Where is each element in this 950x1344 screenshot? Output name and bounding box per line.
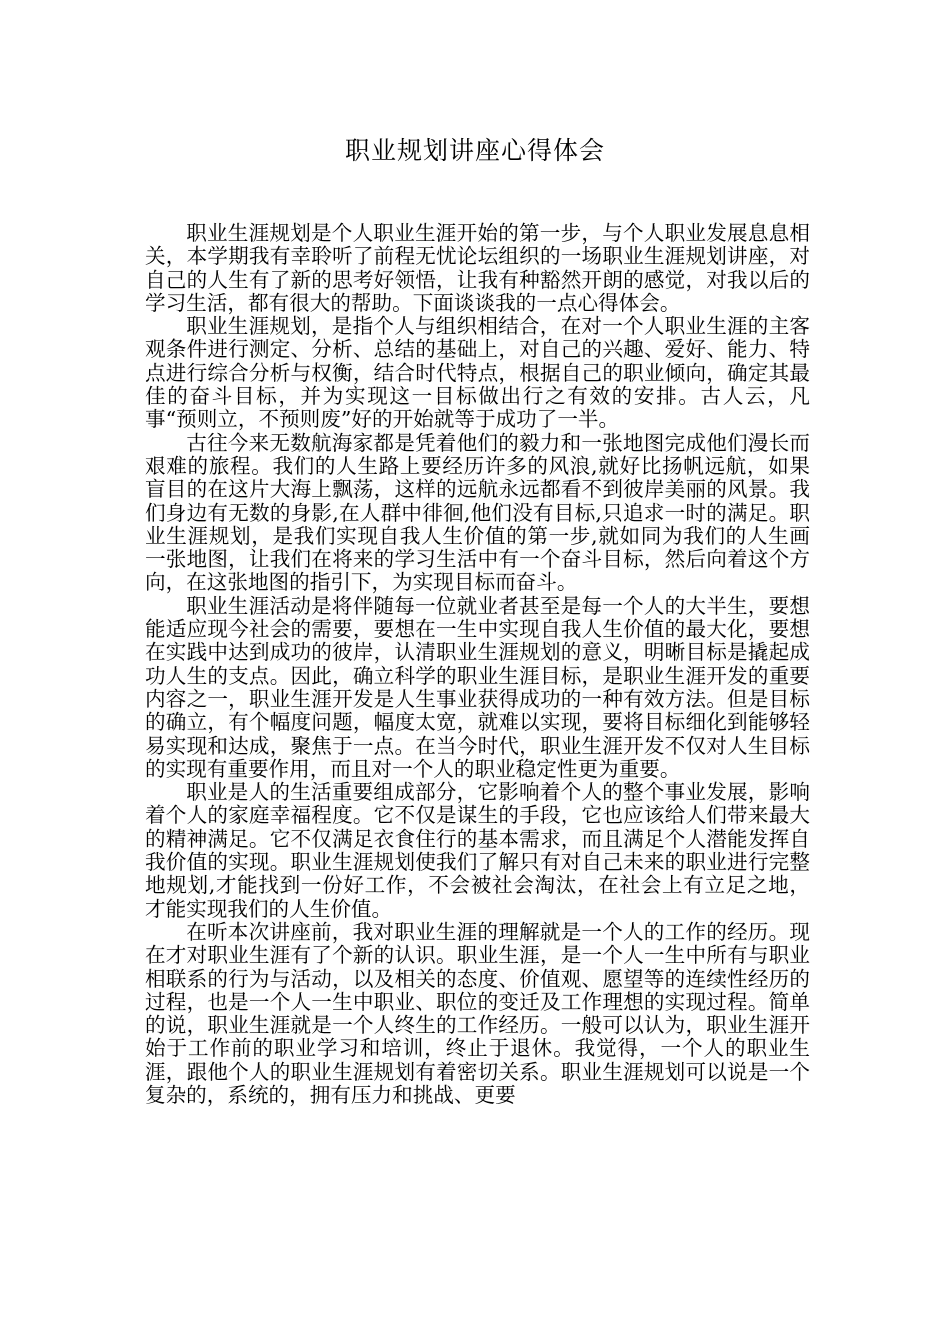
paragraph-3: 古往今来无数航海家都是凭着他们的毅力和一张地图完成他们漫长而艰难的旅程。我们的人生路上要经历许多的风浪,就好比扬帆远航，如果盲目的在这片大海上飘荡，这样的远航永远都看不到彼岸美丽的风景。我们身边有无数的身影,在人群中徘徊,他们没有目标,只追求一时的满足。职业生涯规划，是我们实现自我人生价值的第一步,就如同为我们的人生画一张地图，让我们在将来的学习生活中有一个奋斗目标，然后向着这个方向，在这张地图的指引下，为实现目标而奋斗。 — [145, 430, 810, 595]
paragraph-5: 职业是人的生活重要组成部分，它影响着个人的整个事业发展，影响着个人的家庭幸福程度。它不仅是谋生的手段，它也应该给人们带来最大的精神满足。它不仅满足衣食住行的基本需求，而且满足个人潜能发挥自我价值的实现。职业生涯规划使我们了解只有对自己未来的职业进行完整地规划,才能找到一份好工作，不会被社会淘汰，在社会上有立足之地，才能实现我们的人生价值。 — [145, 780, 810, 921]
paragraph-4: 职业生涯活动是将伴随每一位就业者甚至是每一个人的大半生，要想能适应现今社会的需要，要想在一生中实现自我人生价值的最大化，要想在实践中达到成功的彼岸，认清职业生涯规划的意义，明晰目标是撬起成功人生的支点。因此，确立科学的职业生涯目标，是职业生涯开发的重要内容之一，职业生涯开发是人生事业获得成功的一种有效方法。但是目标的确立，有个幅度问题，幅度太宽，就难以实现，要将目标细化到能够轻易实现和达成，聚焦于一点。在当今时代，职业生涯开发不仅对人生目标的实现有重要作用，而且对一个人的职业稳定性更为重要。 — [145, 593, 810, 781]
document-body — [145, 222, 810, 1107]
paragraph-6: 在听本次讲座前，我对职业生涯的理解就是一个人的工作的经历。现在才对职业生涯有了个新的认识。职业生涯，是一个人一生中所有与职业相联系的行为与活动，以及相关的态度、价值观、愿望等的连续性经历的过程，也是一个人一生中职业、职位的变迁及工作理想的实现过程。简单的说，职业生涯就是一个人终生的工作经历。一般可以认为，职业生涯开始于工作前的职业学习和培训，终止于退休。我觉得，一个人的职业生涯，跟他个人的职业生涯规划有着密切关系。职业生涯规划可以说是一个复杂的，系统的，拥有压力和挑战、更要 — [145, 919, 810, 1107]
paragraph-1: 职业生涯规划是个人职业生涯开始的第一步，与个人职业发展息息相关，本学期我有幸聆听了前程无忧论坛组织的一场职业生涯规划讲座，对自己的人生有了新的思考好领悟，让我有种豁然开朗的感觉，对我以后的学习生活，都有很大的帮助。下面谈谈我的一点心得体会。 — [145, 221, 810, 315]
paragraph-2: 职业生涯规划，是指个人与组织相结合，在对一个人职业生涯的主客观条件进行测定、分析、总结的基础上，对自己的兴趣、爱好、能力、特点进行综合分析与权衡，结合时代特点，根据自己的职业倾向，确定其最佳的奋斗目标，并为实现这一目标做出行之有效的安排。古人云，凡事“预则立，不预则废”好的开始就等于成功了一半。 — [145, 314, 810, 432]
document-title: 职业规划讲座心得体会 — [344, 136, 605, 165]
